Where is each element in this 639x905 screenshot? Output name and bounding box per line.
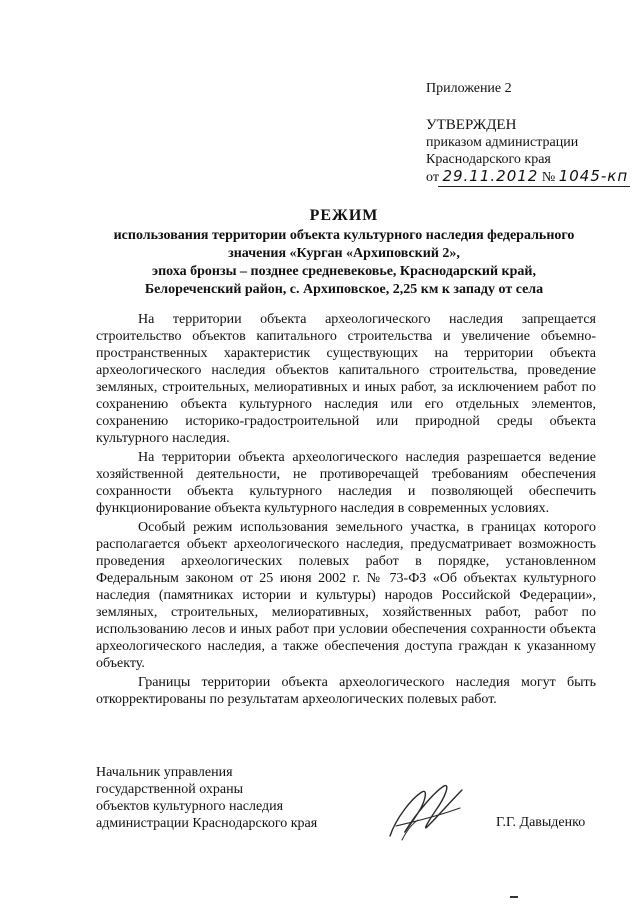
title-line-2: значения «Курган «Архиповский 2»,	[228, 246, 460, 261]
title-line-4: Белореченский район, с. Архиповское, 2,25 км к западу от села	[144, 282, 544, 297]
approval-line-2: Краснодарского края	[426, 152, 551, 167]
paragraph-prohibited: На территории объекта археологического наследия запрещается строительство объектов капитального строительства и увеличение объемно-пространственных характеристик существующих на территории объекта археологического наследия объектов капитального строительства, проведение земляных, строительных, мелиоративных и иных работ, за исключением работ по сохранению объекта культурного наследия или его отдельных элементов, сохранению историко-градостроительной или природной среды объекта культурного наследия.	[96, 312, 596, 446]
signature-line-4: администрации Краснодарского края	[96, 816, 318, 831]
signature-block	[96, 764, 317, 832]
document-title	[88, 207, 600, 299]
signature-line-1: Начальник управления	[96, 765, 233, 780]
appendix-label: Приложение 2	[426, 81, 512, 96]
date-prefix: от	[426, 170, 439, 185]
approved-label: УТВЕРЖДЕН	[426, 117, 517, 133]
handwritten-signature	[382, 778, 472, 848]
order-number: 1045-кп	[558, 167, 629, 185]
order-date-line	[426, 168, 628, 188]
title-heading: РЕЖИМ	[309, 207, 379, 224]
date-underline	[438, 186, 630, 187]
signature-line-3: объектов культурного наследия	[96, 799, 284, 814]
number-sign: №	[541, 170, 556, 185]
title-line-3: эпоха бронзы – позднее средневековье, Краснодарский край,	[152, 264, 536, 279]
signer-name: Г.Г. Давыденко	[496, 815, 586, 830]
paragraph-boundaries: Границы территории объекта археологического наследия могут быть откорректированы по результатам археологических полевых работ.	[96, 675, 596, 707]
paragraph-special-regime: Особый режим использования земельного участка, в границах которого располагается объект археологического наследия, предусматривает возможность проведения археологических полевых работ в порядке, установленном Федеральным законом от 25 июня 2002 г. № 73-ФЗ «Об объектах культурного наследия (памятниках истории и культуры) народов Российской Федерации», земляных, строительных, мелиоративных, хозяйственных работ, работ по использованию лесов и иных работ при условии обеспечения сохранности объекта археологического наследия, а также обеспечения доступа граждан к указанному объекту.	[96, 520, 596, 671]
approval-block	[426, 80, 628, 188]
title-line-1: использования территории объекта культурного наследия федерального	[113, 228, 575, 243]
document-body	[96, 311, 596, 710]
signature-line-2: государственной охраны	[96, 782, 244, 797]
paragraph-allowed: На территории объекта археологического наследия разрешается ведение хозяйственной деятельности, не противоречащей требованиям обеспечения сохранности объекта культурного наследия и позволяющей обеспечить функционирование объекта культурного наследия в современных условиях.	[96, 450, 596, 516]
order-date: 29.11.2012	[442, 167, 539, 185]
page-edge-mark	[510, 896, 518, 898]
approval-line-1: приказом администрации	[426, 135, 579, 150]
